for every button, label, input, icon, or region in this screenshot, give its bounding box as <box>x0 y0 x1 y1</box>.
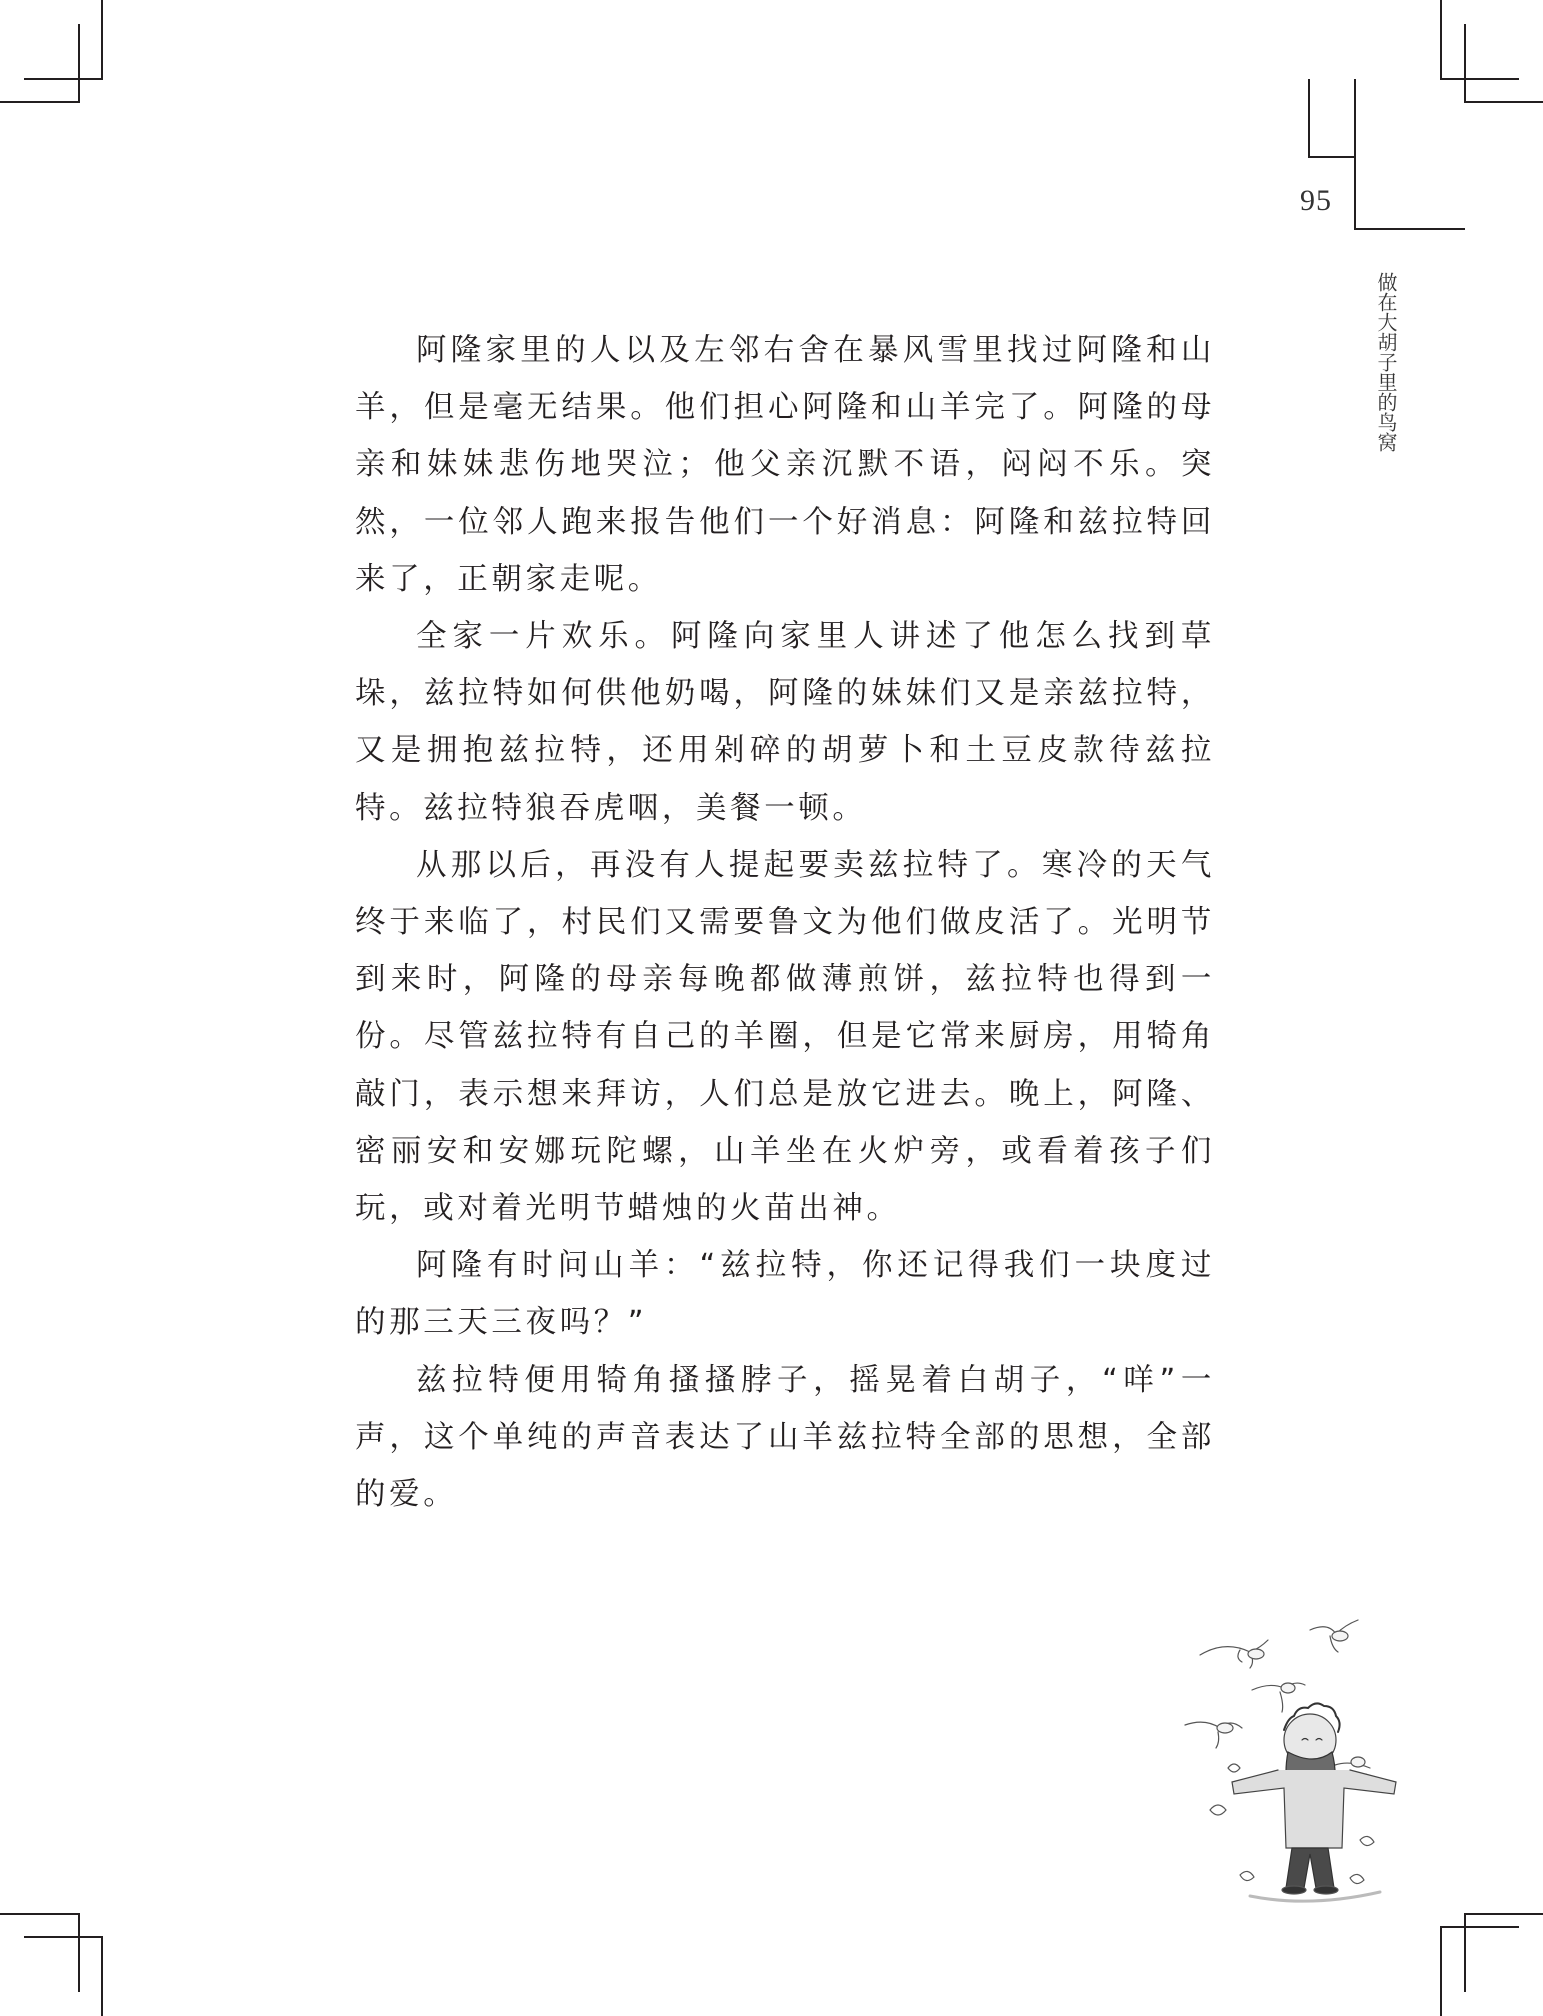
crop-line <box>0 1913 80 1915</box>
leaf-icon <box>1228 1764 1240 1772</box>
crop-line <box>0 101 80 103</box>
crop-line <box>78 24 80 103</box>
bird-icon <box>1310 1620 1358 1652</box>
leaf-icon <box>1350 1874 1364 1883</box>
bird-icon <box>1252 1683 1305 1712</box>
crop-line <box>1464 1913 1466 1992</box>
crop-line <box>101 1936 103 2016</box>
paragraph: 阿隆家里的人以及左邻右舍在暴风雪里找过阿隆和山羊，但是毫无结果。他们担心阿隆和山羊完了。阿隆的母亲和妹妹悲伤地哭泣；他父亲沉默不语，闷闷不乐。突然，一位邻人跑来报告他们一个好消息：阿隆和兹拉特回来了，正朝家走呢。 <box>355 333 1215 597</box>
man-figure <box>1232 1703 1396 1901</box>
leaf-icon <box>1240 1871 1254 1880</box>
paragraph: 兹拉特便用犄角搔搔脖子，摇晃着白胡子，“咩”一声，这个单纯的声音表达了山羊兹拉特全部的思想，全部的爱。 <box>355 1362 1215 1513</box>
body-text <box>355 322 1215 1523</box>
crop-line <box>1440 0 1442 79</box>
frame-line <box>1308 156 1355 158</box>
crop-line <box>101 0 103 79</box>
leaf-icon <box>1210 1805 1226 1815</box>
crop-line <box>1440 1926 1519 1928</box>
crop-line <box>1440 78 1519 80</box>
crop-line <box>1464 24 1466 103</box>
crop-line <box>1464 101 1543 103</box>
paragraph: 全家一片欢乐。阿隆向家里人讲述了他怎么找到草垛，兹拉特如何供他奶喝，阿隆的妹妹们又是亲兹拉特，又是拥抱兹拉特，还用剁碎的胡萝卜和土豆皮款待兹拉特。兹拉特狼吞虎咽，美餐一顿。 <box>355 619 1215 826</box>
paragraph: 阿隆有时问山羊：“兹拉特，你还记得我们一块度过的那三天三夜吗？” <box>355 1248 1215 1341</box>
bearded-man-with-birds-illustration <box>1180 1600 1430 1910</box>
crop-line <box>78 1913 80 1992</box>
crop-line <box>1464 1913 1543 1915</box>
bird-icon <box>1185 1722 1242 1748</box>
bird-icon <box>1200 1640 1268 1668</box>
frame-line <box>1308 79 1310 158</box>
frame-line <box>1354 228 1465 230</box>
crop-line <box>24 1936 103 1938</box>
page-number: 95 <box>1300 184 1332 217</box>
crop-line <box>1440 1926 1442 2016</box>
paragraph: 从那以后，再没有人提起要卖兹拉特了。寒冷的天气终于来临了，村民们又需要鲁文为他们做皮活了。光明节到来时，阿隆的母亲每晚都做薄煎饼，兹拉特也得到一份。尽管兹拉特有自己的羊圈，但是它常来厨房，用犄角敲门，表示想来拜访，人们总是放它进去。晚上，阿隆、密丽安和安娜玩陀螺，山羊坐在火炉旁，或看着孩子们玩，或对着光明节蜡烛的火苗出神。 <box>355 847 1215 1227</box>
running-head-chapter-title: 做在大胡子里的鸟窝 <box>1374 272 1398 452</box>
crop-line <box>24 78 103 80</box>
leaf-icon <box>1360 1836 1374 1845</box>
frame-line <box>1354 79 1356 230</box>
